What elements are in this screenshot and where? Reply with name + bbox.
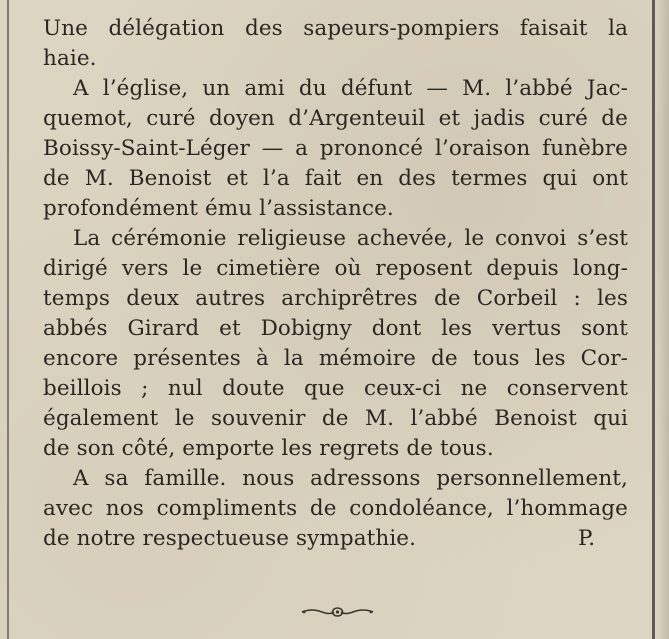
- article-line: dirigé vers le cimetière où reposent depuis long-: [43, 256, 628, 281]
- article-line: Une délégation des sapeurs-pompiers faisait la: [43, 16, 628, 41]
- right-column-rule: [652, 0, 655, 639]
- article-line: abbés Girard et Dobigny dont les vertus sont: [43, 316, 628, 341]
- article-line: haie.: [43, 46, 97, 71]
- article-line: avec nos compliments de condoléance, l’hommage: [43, 496, 628, 521]
- article-line: temps deux autres archiprêtres de Corbeil : les: [43, 286, 628, 311]
- adjacent-column-bleed: [657, 0, 669, 639]
- article-line: Boissy-Saint-Léger — a prononcé l’oraison funèbre: [43, 136, 628, 161]
- author-signature: P.: [578, 526, 596, 551]
- article-line: encore présentes à la mémoire de tous les Cor-: [43, 346, 628, 371]
- article-column: [43, 14, 628, 554]
- fleuron-ornament-icon: [300, 604, 375, 620]
- article-line: de son côté, emporte les regrets de tous.: [43, 436, 494, 461]
- closing-text: de notre respectueuse sympathie.: [43, 526, 417, 551]
- article-line: profondément ému l’assistance.: [43, 196, 394, 221]
- left-column-rule: [7, 0, 9, 639]
- article-line: La cérémonie religieuse achevée, le convoi s’est: [73, 226, 628, 251]
- article-line: A l’église, un ami du défunt — M. l’abbé Jac-: [73, 76, 628, 101]
- article-line: de M. Benoist et l’a fait en des termes qui ont: [43, 166, 628, 191]
- article-line: quemot, curé doyen d’Argenteuil et jadis curé de: [43, 106, 628, 131]
- article-line: également le souvenir de M. l’abbé Benoist qui: [43, 406, 628, 431]
- article-line: beillois ; nul doute que ceux-ci ne conservent: [43, 376, 628, 401]
- article-line: A sa famille. nous adressons personnellement,: [73, 466, 628, 491]
- closing-line: [43, 524, 628, 554]
